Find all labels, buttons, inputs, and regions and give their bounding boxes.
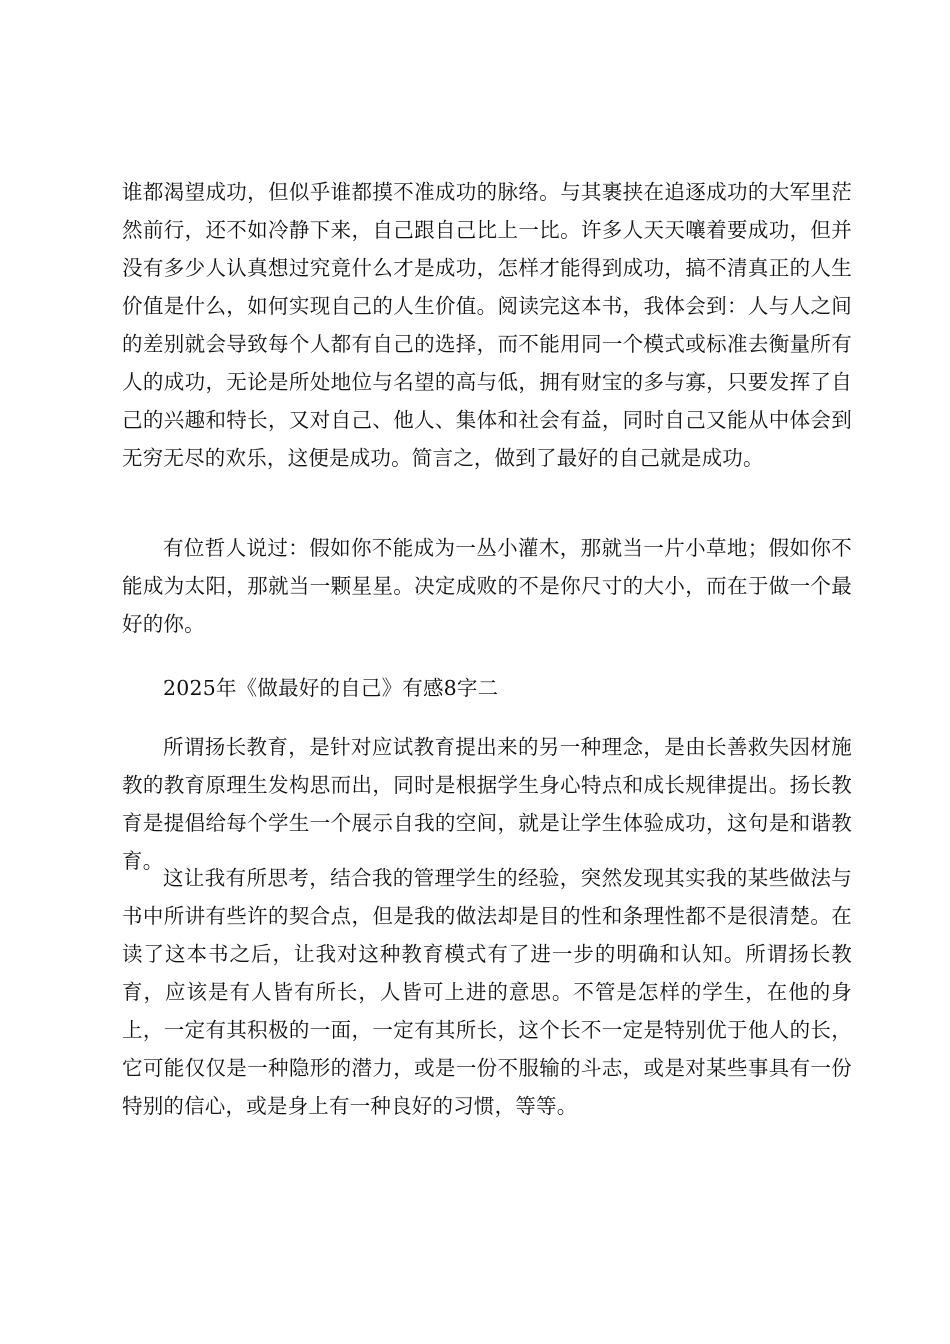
paragraph-reflection: 这让我有所思考，结合我的管理学生的经验，突然发现其实我的某些做法与书中所讲有些许的契合点，但是我的做法却是目的性和条理性都不是很清楚。在读了这本书之后，让我对这种教育模式有了进一步的明确和认知。所谓扬长教育，应该是有人皆有所长，人皆可上进的意思。不管是怎样的学生，在他的身上，一定有其积极的一面，一定有其所长，这个长不一定是特别优于他人的长，它可能仅仅是一种隐形的潜力，或是一份不服输的斗志，或是对某些事具有一份特别的信心，或是身上有一种良好的习惯，等等。 [122,866,852,1118]
section-heading: 2025年《做最好的自己》有感8字二 [163,676,499,700]
paragraph-philosopher-quote: 有位哲人说过：假如你不能成为一丛小灌木，那就当一片小草地；假如你不能成为太阳，那就当一颗星星。决定成败的不是你尺寸的大小，而在于做一个最好的你。 [122,536,852,636]
paragraph-strength-education: 所谓扬长教育，是针对应试教育提出来的另一种理念，是由长善救失因材施教的教育原理生发构思而出，同时是根据学生身心特点和成长规律提出。扬长教育是提倡给每个学生一个展示自我的空间，就是让学生体验成功，这句是和谐教育。 [122,735,852,873]
paragraph-success: 谁都渴望成功，但似乎谁都摸不准成功的脉络。与其裹挟在追逐成功的大军里茫然前行，还不如冷静下来，自己跟自己比上一比。许多人天天嚷着要成功，但并没有多少人认真想过究竟什么才是成功，怎样才能得到成功，搞不清真正的人生价值是什么，如何实现自己的人生价值。阅读完这本书，我体会到：人与人之间的差别就会导致每个人都有自己的选择，而不能用同一个模式或标准去衡量所有人的成功，无论是所处地位与名望的高与低，拥有财宝的多与寡，只要发挥了自己的兴趣和特长，又对自己、他人、集体和社会有益，同时自己又能从中体会到无穷无尽的欢乐，这便是成功。简言之，做到了最好的自己就是成功。 [122,180,852,470]
